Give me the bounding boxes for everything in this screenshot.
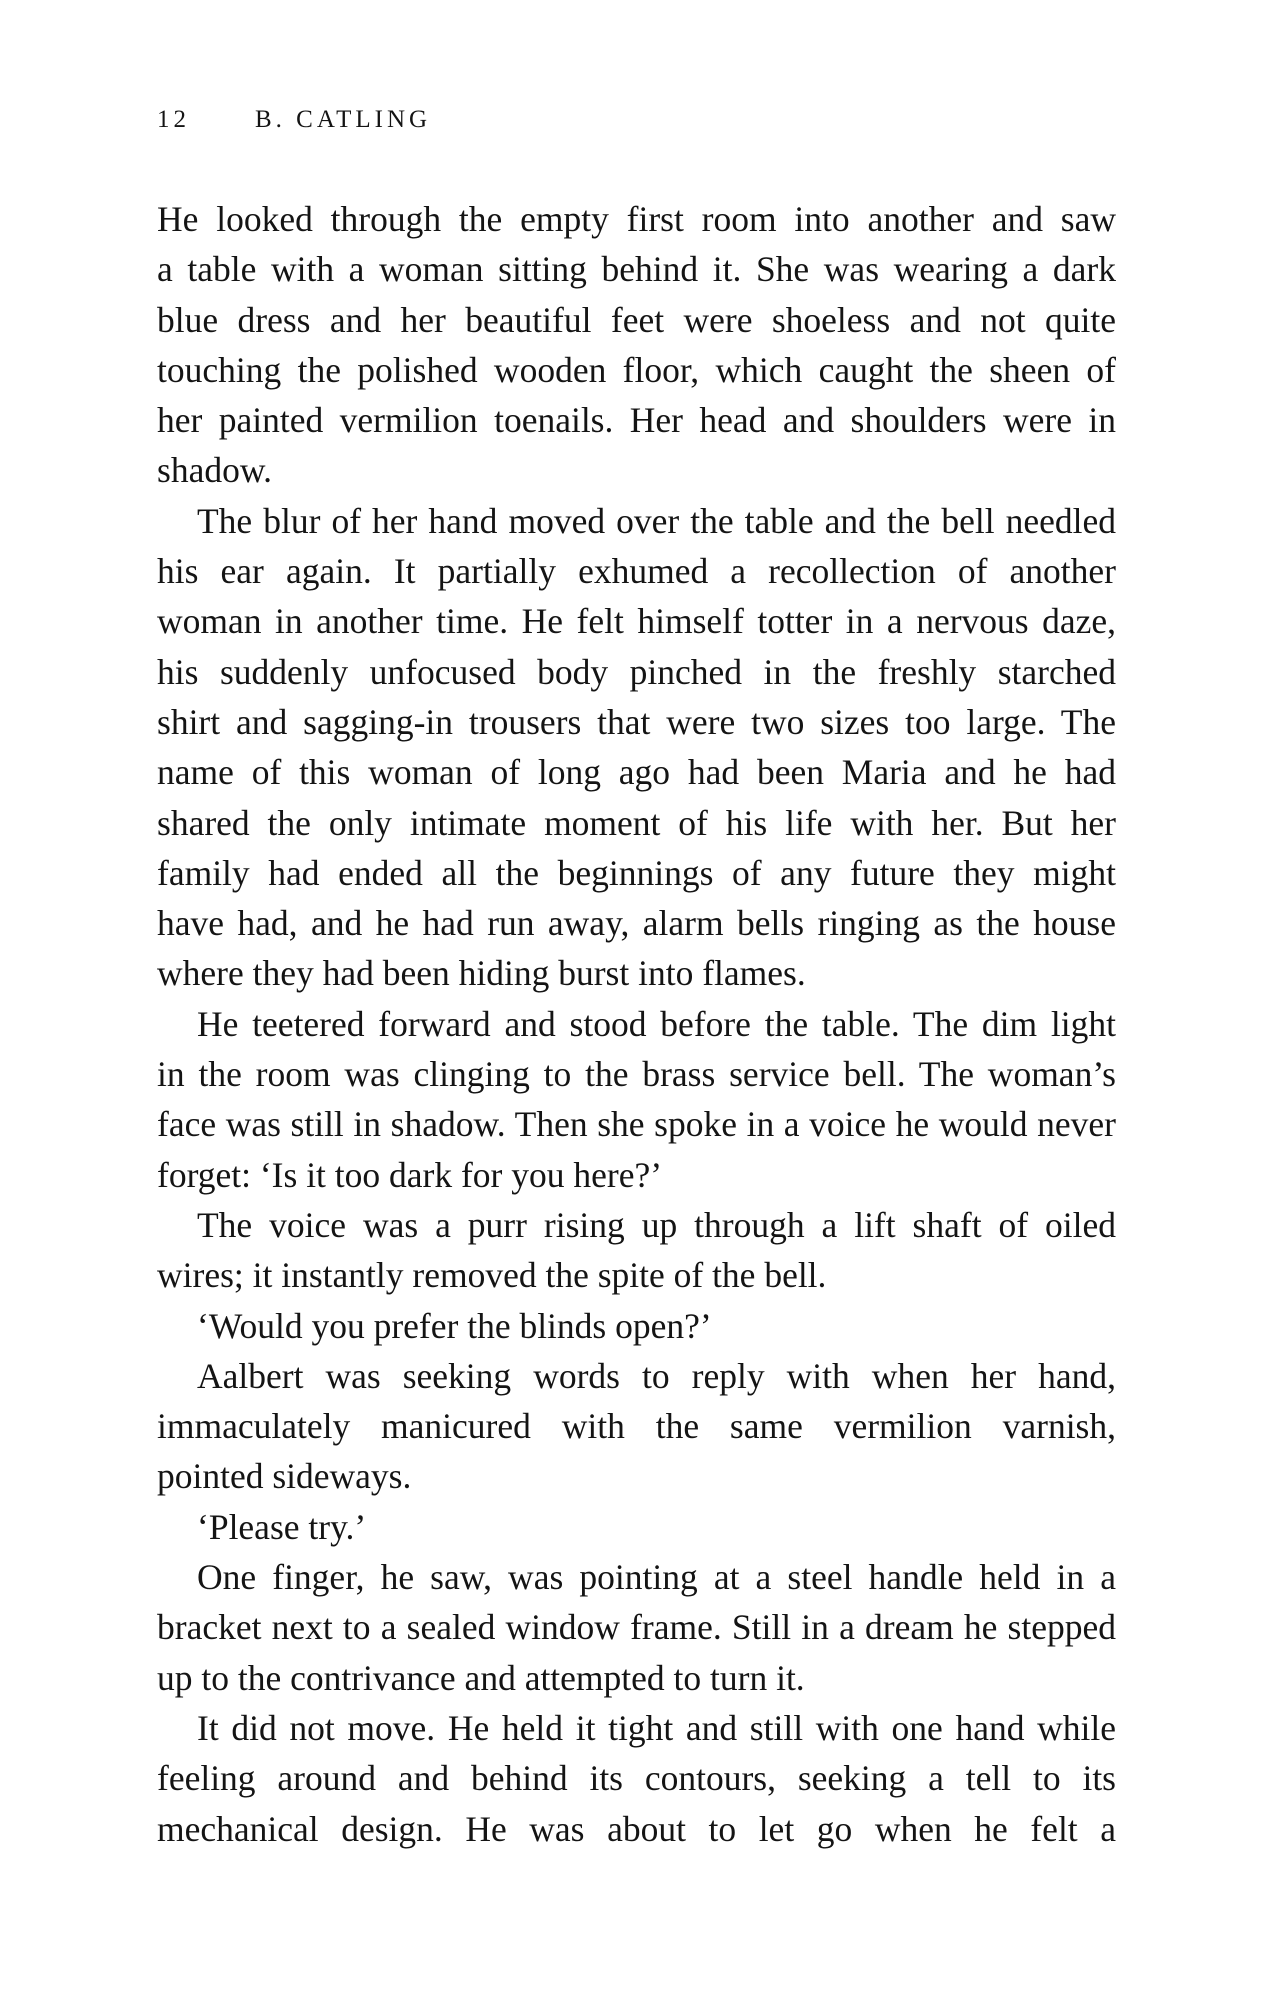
text-line: ‘Would you prefer the blinds open?’ (197, 1305, 712, 1346)
text-line: mechanical design. He was about to let go when he felt a (157, 1808, 1116, 1849)
text-line: wires; it instantly removed the spite of the bell. (157, 1255, 827, 1296)
text-line: The blur of her hand moved over the table and the bell needled (197, 500, 1116, 541)
paragraph (157, 999, 1116, 1200)
text-line: his suddenly unfocused body pinched in the freshly starched (157, 651, 1116, 692)
text-line: up to the contrivance and attempted to turn it. (157, 1657, 805, 1698)
text-line: The voice was a purr rising up through a lift shaft of oiled (197, 1204, 1116, 1245)
text-line: pointed sideways. (157, 1456, 412, 1497)
text-line: where they had been hiding burst into flames. (157, 953, 806, 994)
text-line: her painted vermilion toenails. Her head and shoulders were in (157, 400, 1116, 441)
text-line: forget: ‘Is it too dark for you here?’ (157, 1154, 663, 1195)
paragraph (157, 1502, 1116, 1552)
text-line: Aalbert was seeking words to reply with when her hand, (197, 1355, 1116, 1396)
text-line: blue dress and her beautiful feet were shoeless and not quite (157, 299, 1116, 340)
text-line: a table with a woman sitting behind it. She was wearing a dark (157, 249, 1116, 290)
author-name: B. CATLING (255, 106, 432, 133)
text-line: shirt and sagging-in trousers that were two sizes too large. The (157, 701, 1116, 742)
text-line: in the room was clinging to the brass service bell. The woman’s (157, 1054, 1116, 1095)
text-line: touching the polished wooden floor, which caught the sheen of (157, 349, 1116, 390)
text-line: He looked through the empty first room into another and saw (157, 199, 1116, 239)
paragraph (157, 1703, 1116, 1854)
paragraph (157, 496, 1116, 999)
text-line: It did not move. He held it tight and still with one hand while (197, 1707, 1116, 1748)
text-line: his ear again. It partially exhumed a recollection of another (157, 551, 1116, 592)
paragraph (157, 1200, 1116, 1301)
paragraph (157, 194, 1116, 496)
text-line: He teetered forward and stood before the table. The dim light (197, 1003, 1116, 1044)
text-line: One finger, he saw, was pointing at a steel handle held in a (197, 1557, 1116, 1598)
text-line: family had ended all the beginnings of any future they might (157, 852, 1116, 893)
text-line: have had, and he had run away, alarm bells ringing as the house (157, 903, 1116, 944)
text-line: name of this woman of long ago had been Maria and he had (157, 752, 1116, 793)
text-line: shared the only intimate moment of his life with her. But her (157, 802, 1116, 843)
running-head (157, 102, 431, 138)
page-number: 12 (157, 106, 190, 133)
text-line: woman in another time. He felt himself totter in a nervous daze, (157, 601, 1116, 642)
text-line: shadow. (157, 450, 273, 491)
paragraph (157, 1351, 1116, 1502)
paragraph (157, 1301, 1116, 1351)
text-line: face was still in shadow. Then she spoke in a voice he would never (157, 1104, 1116, 1145)
text-line: ‘Please try.’ (197, 1506, 367, 1547)
text-line: immaculately manicured with the same vermilion varnish, (157, 1406, 1116, 1447)
text-line: bracket next to a sealed window frame. Still in a dream he stepped (157, 1607, 1116, 1648)
text-line: feeling around and behind its contours, seeking a tell to its (157, 1758, 1116, 1799)
paragraph (157, 1552, 1116, 1703)
body-text (157, 194, 1116, 1854)
